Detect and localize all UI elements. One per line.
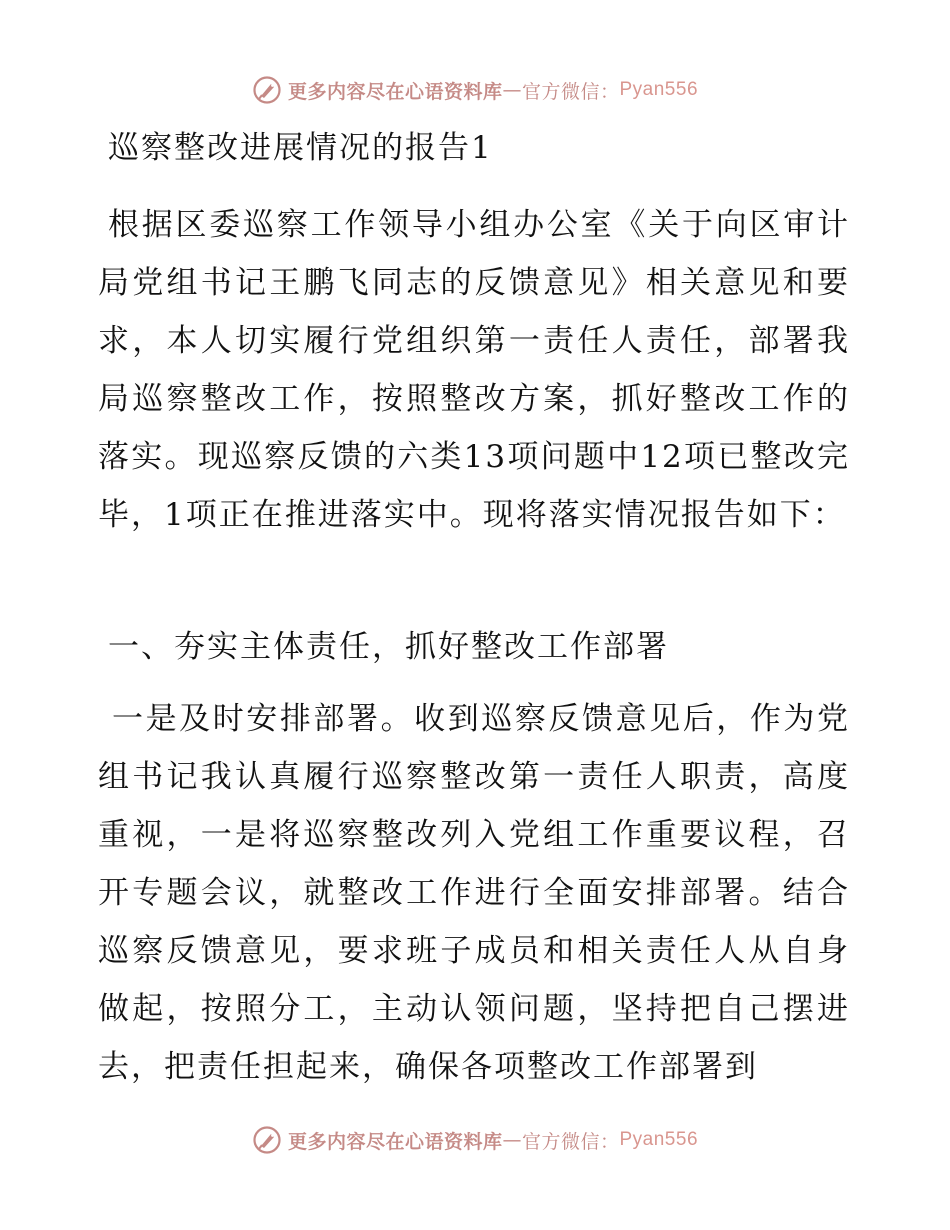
watermark-official-label: 官方微信： bbox=[521, 1130, 620, 1153]
watermark-official-label: 官方微信： bbox=[521, 80, 620, 103]
watermark-main-text: 更多内容尽在心语资料库 bbox=[287, 1130, 503, 1153]
document-title: 巡察整改进展情况的报告1 bbox=[108, 130, 493, 166]
watermark-wechat-id: Pyan556 bbox=[619, 79, 699, 100]
watermark-dash: — bbox=[502, 1129, 522, 1151]
watermark-dash: — bbox=[502, 79, 522, 101]
watermark-wechat-id: Pyan556 bbox=[619, 1129, 699, 1150]
pen-nib-logo-icon bbox=[252, 75, 282, 105]
watermark-header bbox=[0, 72, 950, 108]
watermark-main-text: 更多内容尽在心语资料库 bbox=[287, 80, 503, 103]
body-paragraph-2: 一是及时安排部署。收到巡察反馈意见后，作为党组书记我认真履行巡察整改第一责任人职责，高度重视，一是将巡察整改列入党组工作重要议程，召开专题会议，就整改工作进行全面安排部署。结合巡察反馈意见，要求班子成员和相关责任人从自身做起，按照分工，主动认领问题，坚持把自己摆进去，把责任担起来，确保各项整改工作部署到 bbox=[98, 701, 850, 1085]
watermark-footer bbox=[0, 1122, 950, 1158]
section-heading-1: 一、夯实主体责任，抓好整改工作部署 bbox=[108, 629, 669, 665]
intro-paragraph: 根据区委巡察工作领导小组办公室《关于向区审计局党组书记王鹏飞同志的反馈意见》相关意见和要求，本人切实履行党组织第一责任人责任，部署我局巡察整改工作，按照整改方案，抓好整改工作的落实。现巡察反馈的六类13项问题中12项已整改完毕，1项正在推进落实中。现将落实情况报告如下： bbox=[98, 207, 850, 533]
pen-nib-logo-icon bbox=[252, 1125, 282, 1155]
